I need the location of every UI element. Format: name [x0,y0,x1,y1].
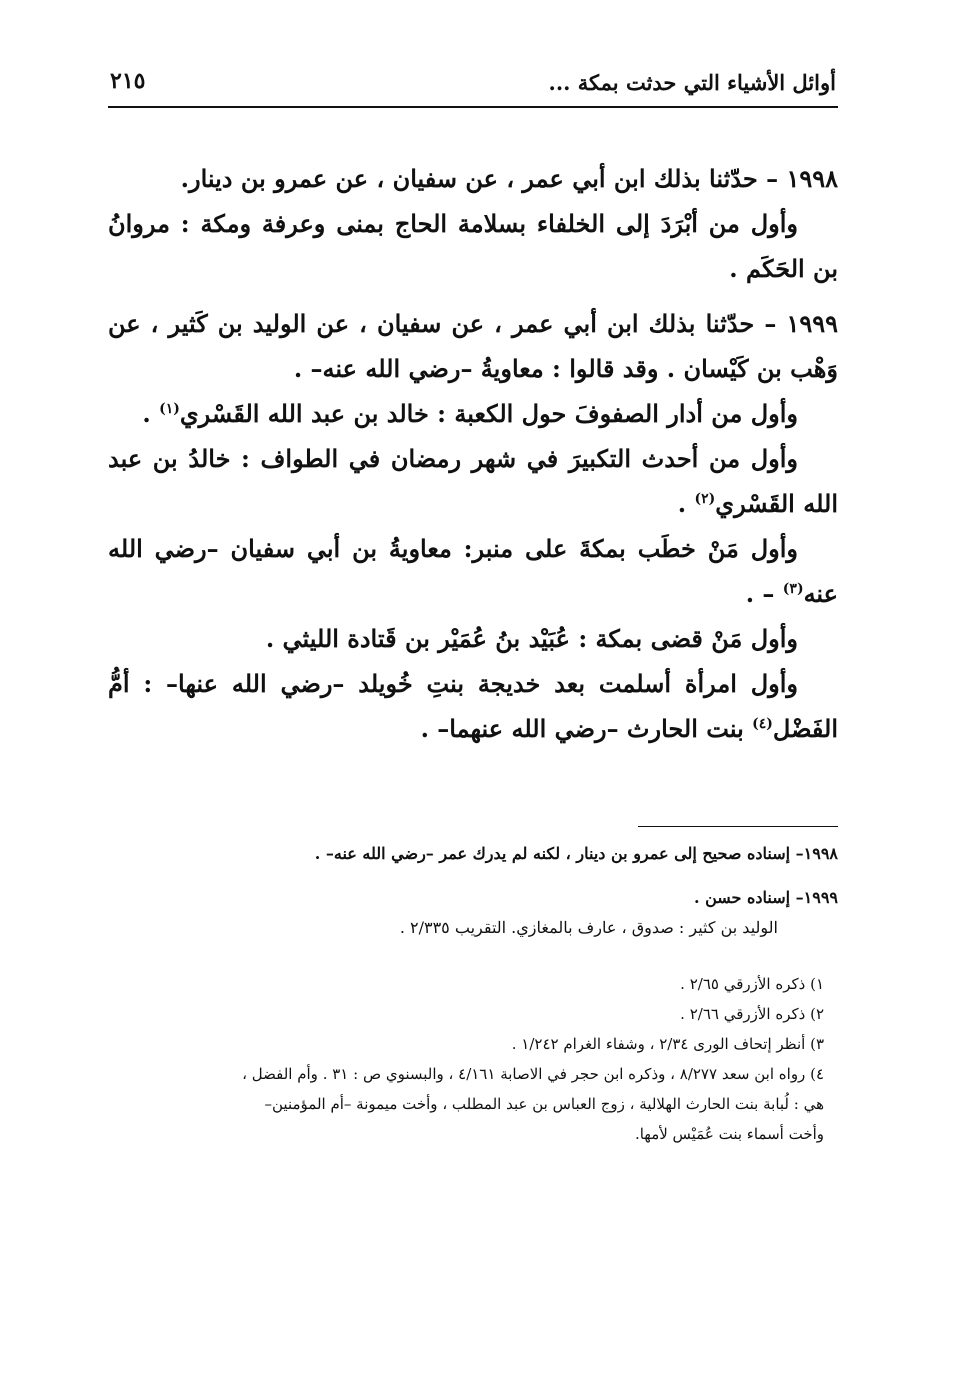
entry-1998-text: وأول من أبْرَدَ إلى الخلفاء بسلامة الحاج بمنى وعرفة ومكة : مروانُ بن الحَكَم . [108,209,838,283]
page [108,60,838,751]
note-3: ٣) أنظر إتحاف الورى ٢/٣٤ ، وشفاء الغرام ١/٢٤٢ . [511,1035,824,1053]
entry-1999-item-5 [108,661,838,751]
running-title: أوائل الأشياء التي حدثت بمكة ... [548,70,836,95]
footnote-1999-label: ١٩٩٩– إسناده حسن . [693,888,838,907]
entry-1999-item-4 [108,616,838,661]
item-end: . [142,399,160,428]
main-text [108,156,838,751]
footnotes [118,826,838,1149]
page-number: ٢١٥ [110,68,146,94]
entry-1999-isnad: ١٩٩٩ – حدّثنا بذلك ابن أبي عمر ، عن سفيان ، عن الوليد بن كَثير ، عن وَهْب بن كَيْسان . وقد قالوا : معاويةُ –رضي الله عنه– . [108,309,838,383]
item-text: وأول مَنْ خطَب بمكةَ على منبر: معاويةُ بن أبي سفيان –رضي الله عنه [108,534,838,608]
footnote-notes [118,969,838,1149]
footnote-ref-4[interactable]: (٤) [752,716,773,732]
entry-1999-item-2 [108,436,838,526]
entry-1998-isnad: ١٩٩٨ – حدّثنا بذلك ابن أبي عمر ، عن سفيان ، عن عمرو بن دينار. [180,164,838,193]
footnote-1998-text: ١٩٩٨– إسناده صحيح إلى عمرو بن دينار ، لكنه لم يدرك عمر –رضي الله عنه– . [314,844,838,863]
item-text: وأول مَنْ قضى بمكة : عُبَيْد بنُ عُمَيْر بن قَتادة الليثي . [265,624,798,653]
footnote-1999-sub: الوليد بن كثير : صدوق ، عارف بالمغازي. التقريب ٢/٣٣٥ . [399,918,778,937]
footnote-separator [638,826,838,827]
running-header [108,60,838,108]
note-2: ٢) ذكره الأزرقي ٢/٦٦ . [680,1005,824,1023]
item-text: وأول من أحدث التكبيرَ في شهر رمضان في الطواف : خالدُ بن عبد الله القَسْري [108,444,838,518]
note-1: ١) ذكره الأزرقي ٢/٦٥ . [680,975,824,993]
footnote-ref-2[interactable]: (٢) [694,491,716,507]
entry-1999-item-1 [108,391,838,436]
footnote-1999 [118,883,838,943]
item-end: . [677,489,695,518]
item-end: – . [745,579,783,608]
footnote-1998 [118,839,838,869]
item-text: وأول من أدار الصفوفَ حول الكعبة : خالد بن عبد الله القَسْري [179,399,798,428]
note-4: ٤) رواه ابن سعد ٨/٢٧٧ ، وذكره ابن حجر في الاصابة ٤/١٦١ ، والبسنوي ص : ٣١ . وأم الفضل ، هي : لُبابة بنت الحارث الهلالية ، زوج العباس بن عبد المطلب ، وأخت ميمونة –أم المؤمنين– وأخت أسماء بنت عُمَيْس لأمها. [242,1065,824,1143]
item-text: وأول امرأة أسلمت بعد خديجة بنتِ خُويلد –رضي الله عنها– : أمُّ الفَضْل [108,669,838,743]
footnote-ref-3[interactable]: (٣) [782,581,804,597]
item-end: بنت الحارث –رضي الله عنهما– . [420,714,753,743]
entry-1999-item-3 [108,526,838,616]
footnote-ref-1[interactable]: (١) [159,401,180,417]
